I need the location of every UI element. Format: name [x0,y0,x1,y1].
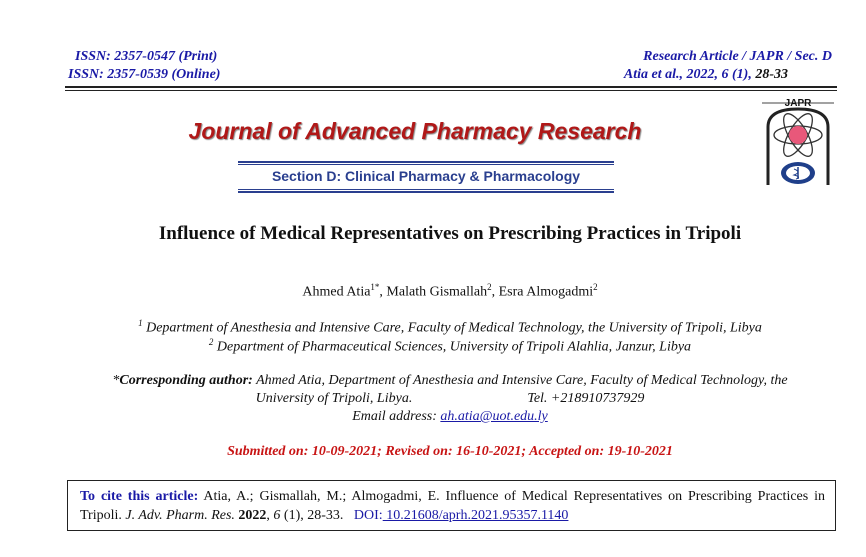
citation-short: Atia et al., 2022, 6 (1), 28-33 [623,67,788,82]
section-rule-bottom [238,191,614,193]
author-list: Ahmed Atia$^{1*}$, Malath Gismallah$^2$, Esra Almogadmi$^2$ [302,282,598,300]
submission-dates: Submitted on: 10-09-2021; Revised on: 16-10-2021; Accepted on: 19-10-2021 [227,444,673,459]
telephone: Tel. +218910737929 [527,391,645,406]
affiliation: $^2$ Department of Pharmaceutical Sciences, University of Tripoli Alahlia, Janzur, Libya [208,337,692,355]
author: Ahmed Atia [302,284,371,300]
author: Esra Almogadmi [498,284,594,300]
svg-text:JAPR: JAPR [784,98,812,109]
article-title: Influence of Medical Representatives on Prescribing Practices in Tripoli [158,223,742,244]
issn-online: ISSN: 2357-0539 (Online) [68,67,221,82]
doi-link[interactable]: 10.21608/aprh.2021.95357.1140 [382,508,569,523]
article-type: Research Article / JAPR / Sec. D [643,49,832,64]
journal-name: Journal of Advanced Pharmacy Research [188,118,642,144]
email-link[interactable]: ah.atia@uot.edu.ly [440,409,548,424]
section-rule-top-thin [238,164,614,165]
affiliation: $^1$ Department of Anesthesia and Intensive Care, Faculty of Medical Technology, the University of Tripoli, Libya [138,318,762,336]
header-rule-thick [65,86,837,88]
citation-box: To cite this article: Atia, A.; Gismallah, M.; Almogadmi, E. Influence of Medical Representatives on Prescribing Practices in Tripoli. J. Adv. Pharm. Res. 2022, 6 (1), 28-33. DOI: 10.21608/aprh.2021.95357.1140 [67,480,836,531]
section-rule-bottom-thin [238,189,614,190]
corresponding-author: *Corresponding author: Ahmed Atia, Department of Anesthesia and Intensive Care, Faculty of Medical Technology, the University of Tripoli, Libya. Tel. +218910737929 Email address: ah.atia@uot.edu.ly [112,373,788,424]
header-rule-thin [65,90,837,91]
citation-label: To cite this article: [80,489,199,504]
section-label: Section D: Clinical Pharmacy & Pharmacology [271,168,581,184]
journal-logo [758,97,838,189]
author: Malath Gismallah [386,284,488,300]
section-rule-top [238,161,614,163]
issn-print: ISSN: 2357-0547 (Print) [75,49,218,64]
